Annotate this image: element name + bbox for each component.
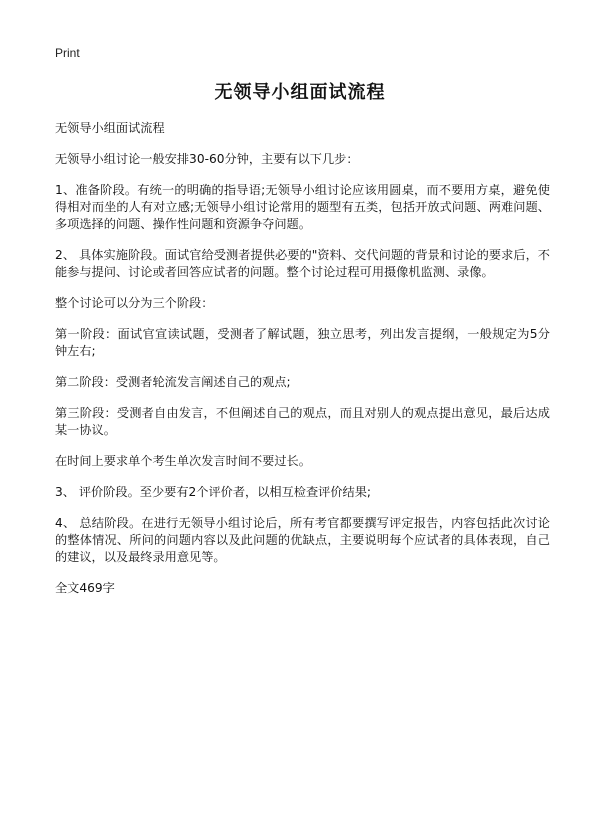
print-link[interactable]: Print bbox=[55, 46, 80, 60]
step-3-paragraph: 3、 评价阶段。至少要有2个评价者，以相互检查评价结果; bbox=[55, 485, 371, 499]
step-1-paragraph: 1、准备阶段。有统一的明确的指导语;无领导小组讨论应该用圆桌，而不要用方桌，避免使得相对而坐的人有对立感;无领导小组讨论常用的题型有五类，包括开放式问题、两难问题、多项选择的问题、操作性问题和资源争夺问题。 bbox=[55, 183, 550, 231]
document-body bbox=[55, 120, 550, 611]
step-2-paragraph: 2、 具体实施阶段。面试官给受测者提供必要的"资料、交代问题的背景和讨论的要求后，不能参与提问、讨论或者回答应试者的问题。整个讨论过程可用摄像机监测、录像。 bbox=[55, 248, 550, 279]
intro-paragraph: 无领导小组讨论一般安排30-60分钟，主要有以下几步： bbox=[55, 152, 359, 166]
phases-intro-paragraph: 整个讨论可以分为三个阶段： bbox=[55, 296, 214, 310]
phase-2-paragraph: 第二阶段：受测者轮流发言阐述自己的观点; bbox=[55, 375, 291, 389]
phase-1-paragraph: 第一阶段：面试官宣读试题，受测者了解试题，独立思考，列出发言提纲，一般规定为5分钟左右; bbox=[55, 327, 550, 358]
time-requirement-paragraph: 在时间上要求单个考生单次发言时间不要过长。 bbox=[55, 454, 311, 468]
step-4-paragraph: 4、 总结阶段。在进行无领导小组讨论后，所有考官都要撰写评定报告，内容包括此次讨论的整体情况、所问的问题内容以及此问题的优缺点，主要说明每个应试者的具体表现，自己的建议，以及最终录用意见等。 bbox=[55, 516, 550, 564]
word-count: 全文469字 bbox=[55, 581, 115, 595]
phase-3-paragraph: 第三阶段：受测者自由发言，不但阐述自己的观点，而且对别人的观点提出意见，最后达成某一协议。 bbox=[55, 406, 550, 437]
document-subtitle: 无领导小组面试流程 bbox=[55, 121, 165, 135]
document-title: 无领导小组面试流程 bbox=[214, 82, 386, 103]
